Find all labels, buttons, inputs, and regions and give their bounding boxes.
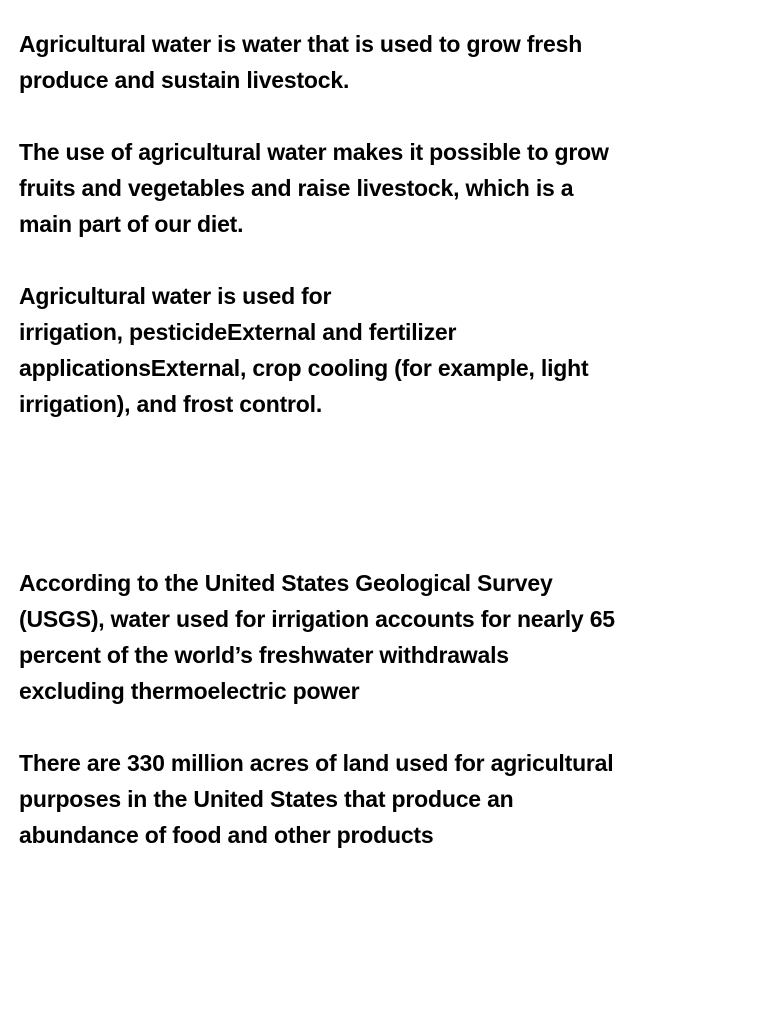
paragraph-usgs-irrigation-stat xyxy=(19,565,615,709)
paragraph-agricultural-water-use xyxy=(19,134,609,242)
text-line: excluding thermoelectric power xyxy=(19,678,360,704)
text-line: (USGS), water used for irrigation accounts for nearly 65 xyxy=(19,606,615,632)
text-line: There are 330 million acres of land used for agricultural xyxy=(19,750,614,776)
text-line: purposes in the United States that produce an xyxy=(19,786,514,812)
text-line: Agricultural water is water that is used to grow fresh xyxy=(19,31,583,57)
paragraph-agricultural-water-definition xyxy=(19,26,582,98)
text-line: produce and sustain livestock. xyxy=(19,67,350,93)
text-line: irrigation), and frost control. xyxy=(19,391,323,417)
text-line: According to the United States Geological Survey xyxy=(19,570,553,596)
text-line: main part of our diet. xyxy=(19,211,244,237)
text-line: applicationsExternal, crop cooling (for example, light xyxy=(19,355,589,381)
text-line: fruits and vegetables and raise livestock, which is a xyxy=(19,175,574,201)
text-line: irrigation, pesticideExternal and fertilizer xyxy=(19,319,457,345)
text-line: The use of agricultural water makes it possible to grow xyxy=(19,139,609,165)
text-line: abundance of food and other products xyxy=(19,822,434,848)
paragraph-agricultural-water-applications xyxy=(19,278,588,422)
text-line: Agricultural water is used for xyxy=(19,283,332,309)
text-line: percent of the world’s freshwater withdrawals xyxy=(19,642,509,668)
paragraph-us-agricultural-land xyxy=(19,745,613,853)
